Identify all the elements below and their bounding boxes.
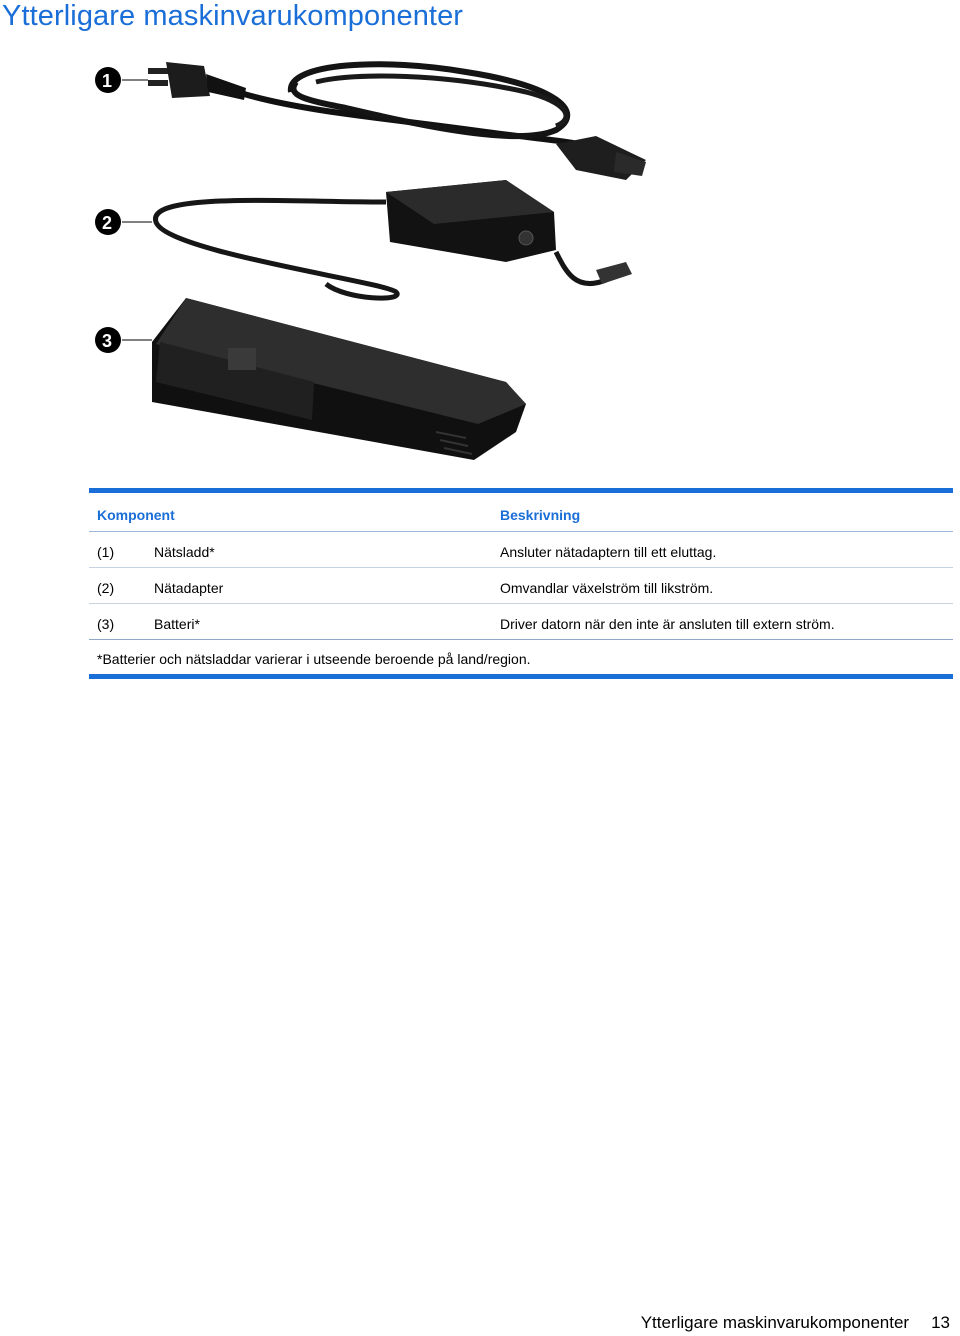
row-number: (2)	[97, 580, 115, 596]
callout-2-icon	[95, 209, 152, 235]
row-description: Ansluter nätadaptern till ett eluttag.	[500, 544, 717, 560]
callout-1-label: 1	[102, 71, 113, 91]
page-number: 13	[931, 1313, 950, 1332]
page-footer	[641, 1313, 950, 1333]
row-component: Batteri*	[154, 616, 200, 632]
table-bottom-rule	[89, 674, 953, 679]
power-cord-image	[148, 62, 646, 180]
footer-section-title: Ytterligare maskinvarukomponenter	[640, 1313, 910, 1332]
row-component: Nätadapter	[154, 580, 224, 596]
callout-1-icon	[95, 67, 148, 93]
table-row	[89, 568, 953, 604]
table-footnote	[89, 640, 953, 674]
components-image	[86, 52, 646, 472]
row-number: (3)	[97, 616, 115, 632]
hardware-illustration	[86, 52, 646, 472]
callout-2-label: 2	[102, 213, 113, 233]
battery-image	[152, 298, 526, 460]
footnote-text: *Batterier och nätsladdar varierar i utseende beroende på land/region.	[97, 651, 531, 667]
row-description: Omvandlar växelström till likström.	[500, 580, 714, 596]
row-description: Driver datorn när den inte är ansluten till extern ström.	[500, 616, 835, 632]
ac-adapter-image	[155, 180, 632, 298]
header-description: Beskrivning	[500, 507, 581, 523]
header-component: Komponent	[97, 507, 175, 523]
table-header	[89, 493, 953, 532]
table-row	[89, 604, 953, 640]
callout-3-icon	[95, 327, 152, 353]
callout-3-label: 3	[102, 331, 113, 351]
page-title: Ytterligare maskinvarukomponenter	[2, 0, 464, 32]
component-table	[89, 488, 953, 679]
table-row	[89, 532, 953, 568]
row-component: Nätsladd*	[154, 544, 215, 560]
row-number: (1)	[97, 544, 115, 560]
